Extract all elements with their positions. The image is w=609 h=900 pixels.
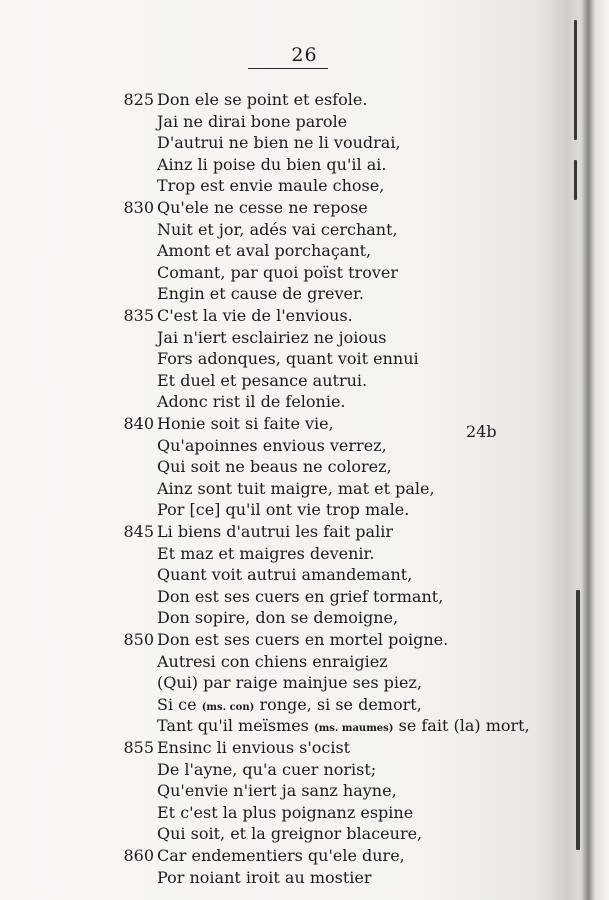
verse-text-part: Si ce (157, 694, 202, 714)
verse-text: Nuit et jor, adés vai cerchant, (157, 219, 398, 239)
verse-text: Qu'envie n'iert ja sanz hayne, (157, 781, 397, 801)
binding-gutter-shadow (563, 0, 609, 900)
verse-text: Don sopire, don se demoigne, (157, 608, 399, 628)
verse-text: Qu'apoinnes envious verrez, (157, 435, 387, 455)
verse-line (0, 694, 560, 715)
verse-line (0, 499, 560, 520)
verse-text: Ainz li poise du bien qu'il ai. (157, 154, 387, 174)
verse-line (0, 456, 560, 477)
line-number: 840 (123, 414, 154, 433)
verse-text: Por noiant iroit au mostier (157, 867, 372, 887)
verse-line (0, 262, 560, 283)
verse-line (0, 802, 560, 823)
verse-text: Por [ce] qu'il ont vie trop male. (157, 500, 410, 520)
verse-text-part: ronge, si se demort, (254, 694, 422, 714)
verse-text: Jai n'iert esclairiez ne joious (157, 327, 387, 347)
verse-text-part: Tant qu'il meïsmes (157, 716, 314, 736)
line-number: 845 (123, 522, 154, 541)
verse-text: Fors adonques, quant voit ennui (157, 349, 419, 369)
verse-text: Amont et aval porchaçant, (157, 241, 372, 261)
verse-line (0, 651, 560, 672)
page-number: 26 (291, 44, 318, 66)
line-number: 860 (123, 846, 154, 865)
verse-text: Trop est envie maule chose, (157, 176, 385, 196)
verse-line (0, 89, 560, 110)
verse-text: Qui soit, et la greignor blaceure, (157, 824, 423, 844)
verse-text: Comant, par quoi poïst trover (157, 262, 398, 282)
verse-text: Car endementiers qu'ele dure, (157, 846, 405, 865)
verse-line (0, 823, 560, 844)
page-number-rule (248, 68, 328, 69)
verse-text-part: se fait (la) mort, (393, 716, 530, 736)
verse-line (0, 715, 560, 736)
verse-line (0, 607, 560, 628)
verse-text: Qui soit ne beaus ne colorez, (157, 457, 392, 477)
line-number: 835 (123, 306, 154, 325)
verse-line (0, 759, 560, 780)
verse-text: Don ele se point et esfole. (157, 90, 368, 109)
verse-line (0, 154, 560, 175)
verse-text (157, 715, 530, 739)
verse-line (0, 780, 560, 801)
verse-text: Li biens d'autrui les fait palir (157, 522, 393, 541)
verse-text: De l'ayne, qu'a cuer norist; (157, 759, 377, 779)
verse-text: Jai ne dirai bone parole (157, 111, 348, 131)
verse-line (0, 586, 560, 607)
line-number: 825 (123, 90, 154, 109)
verse-line (0, 737, 560, 758)
manuscript-note: (ms. maumes) (313, 723, 394, 735)
verse-line (0, 197, 560, 218)
folio-margin-note: 24b (466, 422, 497, 441)
verse-text: Don est ses cuers en mortel poigne. (157, 630, 449, 649)
verse-text: Ensinc li envious s'ocist (157, 738, 351, 757)
verse-line (0, 521, 560, 542)
verse-text: C'est la vie de l'envious. (157, 306, 353, 325)
verse-line (0, 305, 560, 326)
verse-line (0, 478, 560, 499)
verse-line (0, 629, 560, 650)
verse-line (0, 283, 560, 304)
line-number: 855 (123, 738, 154, 757)
verse-line (0, 370, 560, 391)
verse-text: Quant voit autrui amandemant, (157, 565, 413, 585)
binding-edge (574, 160, 577, 200)
verse-text: Et c'est la plus poignanz espine (157, 802, 414, 822)
verse-text: Autresi con chiens enraigiez (157, 651, 388, 671)
verse-line (0, 867, 560, 888)
verse-text: Qu'ele ne cesse ne repose (157, 198, 368, 217)
line-number: 850 (123, 630, 154, 649)
line-number: 830 (123, 198, 154, 217)
verse-text: D'autrui ne bien ne li voudrai, (157, 133, 401, 153)
verse-line (0, 219, 560, 240)
binding-edge (574, 20, 577, 140)
verse-line (0, 845, 560, 866)
binding-edge (576, 590, 580, 850)
verse-line (0, 175, 560, 196)
verse-text: Ainz sont tuit maigre, mat et pale, (157, 478, 435, 498)
verse-line (0, 111, 560, 132)
verse-text: Et maz et maigres devenir. (157, 543, 375, 563)
verse-line (0, 132, 560, 153)
verse-text (157, 694, 422, 718)
verse-line (0, 240, 560, 261)
verse-line (0, 391, 560, 412)
verse-line (0, 564, 560, 585)
manuscript-note: (ms. con) (201, 701, 255, 713)
verse-text: Don est ses cuers en grief tormant, (157, 586, 444, 606)
verse-text: Adonc rist il de felonie. (157, 392, 346, 412)
verse-line (0, 672, 560, 693)
verse-line (0, 543, 560, 564)
verse-text: (Qui) par raige mainjue ses piez, (157, 673, 422, 693)
verse-text: Et duel et pesance autrui. (157, 370, 368, 390)
verse-text: Engin et cause de grever. (157, 284, 364, 304)
verse-line (0, 348, 560, 369)
verse-line (0, 327, 560, 348)
verse-text: Honie soit si faite vie, (157, 414, 334, 433)
